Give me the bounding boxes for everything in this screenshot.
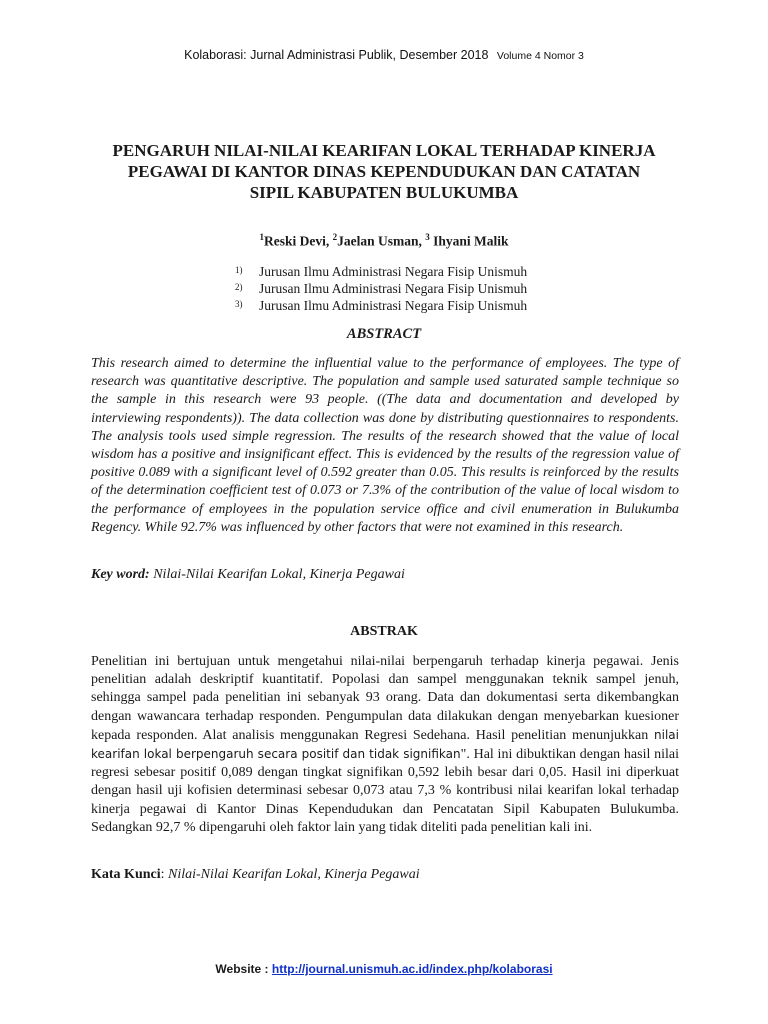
paper-title [0, 140, 768, 203]
abstrak-body [91, 653, 679, 837]
journal-name: Kolaborasi: Jurnal Administrasi Publik, Desember 2018 [184, 48, 489, 62]
affiliation-number: 3) [235, 299, 243, 309]
affiliation [235, 280, 655, 298]
journal-volume: Volume 4 Nomor 3 [496, 50, 584, 62]
affiliation-number: 2) [235, 282, 243, 292]
website-label: Website : [215, 962, 269, 976]
affiliation-number: 1) [235, 265, 243, 275]
page-footer [0, 962, 768, 976]
author-number: 1 [259, 232, 264, 242]
author-list [0, 232, 768, 250]
author-name: Ihyani Malik [433, 233, 509, 249]
abstrak-text-part: nilai kearifan lokal berpengaruh secara positif dan tidak signifikan [91, 727, 679, 762]
website-link[interactable]: http://journal.unismuh.ac.id/index.php/kolaborasi [271, 962, 553, 976]
affiliation-text: Jurusan Ilmu Administrasi Negara Fisip Unismuh [259, 298, 528, 313]
abstract-heading: ABSTRACT [346, 326, 422, 342]
kata-kunci: Kata Kunci: Nilai-Nilai Kearifan Lokal, Kinerja Pegawai [91, 867, 420, 882]
affiliation [235, 297, 655, 315]
title-line: SIPIL KABUPATEN BULUKUMBA [249, 183, 519, 202]
affiliation-text: Jurusan Ilmu Administrasi Negara Fisip Unismuh [259, 264, 528, 279]
title-line: PENGARUH NILAI-NILAI KEARIFAN LOKAL TERHADAP KINERJA [112, 141, 656, 160]
journal-header [0, 48, 768, 62]
kata-kunci-value: Nilai-Nilai Kearifan Lokal, Kinerja Pegawai [168, 867, 420, 882]
author-name: Jaelan Usman, [337, 233, 422, 249]
keywords [91, 567, 679, 583]
affiliation [235, 263, 655, 281]
author-name: Reski Devi, [263, 233, 330, 249]
author-number: 3 [425, 232, 430, 242]
affiliation-text: Jurusan Ilmu Administrasi Negara Fisip Unismuh [259, 281, 528, 296]
keyword-value: Nilai-Nilai Kearifan Lokal, Kinerja Pegawai [153, 567, 405, 582]
author-number: 2 [332, 232, 338, 242]
title-line: PEGAWAI DI KANTOR DINAS KEPENDUDUKAN DAN CATATAN [127, 162, 641, 181]
keyword-label: Key word: [91, 567, 150, 582]
abstract-body: This research aimed to determine the influential value to the performance of employees. The type of research was quantitative descriptive. The population and sample used saturated sample technique so the sample in this research were 93 people. ((The data and documentation and developed by interviewing respondents)). The data collection was done by distributing questionnaires to respondents. The analysis tools used simple regression. The results of the research showed that the value of local wisdom has a positive and insignificant effect. This is evidenced by the results of the regression value of positive 0.089 with a significant level of 0.592 greater than 0.05. This results is reinforced by the results of the determination coefficient test of 0.073 or 7.3% of the contribution of the value of local wisdom to the performance of employees in the population service office and civil enumeration in Bulukumba Regency. While 92.7% was influenced by other factors that were not examined in this research. [91, 356, 679, 535]
abstrak-text-part: Penelitian ini bertujuan untuk mengetahui nilai-nilai berpengaruh terhadap kinerja pegawai. Jenis penelitian adalah deskriptif kuantitatif. Popolasi dan sampel menggunakan teknik sampel jenuh, sehingga sampel pada penelitian ini sebanyak 93 orang. Data dan dokumentasi serta dikembangkan dengan wawancara terhadap responden. Pengumpulan data dilakukan dengan menyebarkan kuesioner kepada responden. Alat analisis menggunakan Regresi Sedehana. Hasil penelitian menunjukkan [91, 654, 679, 743]
abstrak-heading: ABSTRAK [350, 624, 418, 639]
kata-kunci-label: Kata Kunci [91, 867, 161, 882]
abstrak-text-part: ". Hal ini dibuktikan dengan hasil nilai regresi sebesar positif 0,089 dengan tingkat signifikan 0,592 lebih besar dari 0,05. Hasil ini diperkuat dengan hasil uji kofisien determinasi sebesar 0,073 atau 7,3 % kontribusi nilai kearifan lokal terhadap kinerja pegawai di Kantor Dinas Kependudukan dan Pencatatan Sipil Kabupaten Bulukumba. Sedangkan 92,7 % dipengaruhi oleh faktor lain yang tidak diteliti pada penelitian kali ini. [91, 747, 680, 835]
